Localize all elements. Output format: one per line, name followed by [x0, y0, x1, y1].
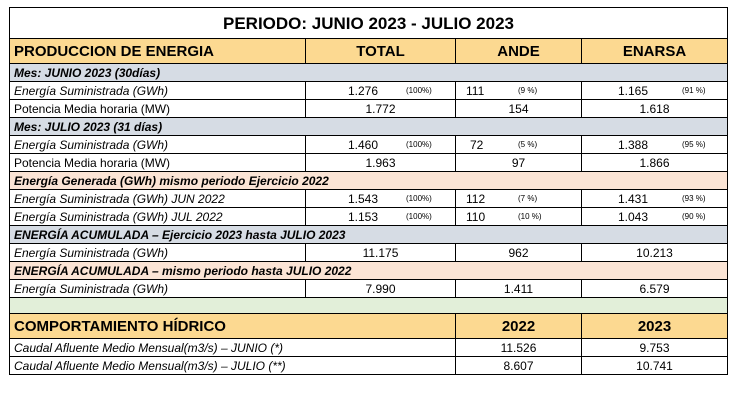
header-row: [10, 39, 728, 64]
cell-ande: [456, 190, 582, 208]
title-row: [10, 8, 728, 39]
cell-enarsa: 10.213: [582, 244, 728, 262]
value: 72: [470, 137, 484, 152]
row-label: Energía Suministrada (GWh) JUN 2022: [10, 190, 306, 208]
cell-ande: 97: [456, 154, 582, 172]
row-label: Potencia Media horaria (MW): [10, 100, 306, 118]
value: 1.460: [348, 137, 379, 152]
section-julio-2023: [10, 118, 728, 136]
section-label: Mes: JULIO 2023 (31 días): [10, 118, 728, 136]
row-label: Caudal Afluente Medio Mensual(m3/s) – JUNIO (*): [10, 339, 456, 357]
table-row: [10, 357, 728, 375]
percent: (95 %): [682, 139, 706, 149]
value: 1.043: [618, 209, 649, 224]
percent: (100%): [406, 193, 432, 203]
section-label: ENERGÍA ACUMULADA – Ejercicio 2023 hasta JULIO 2023: [10, 226, 728, 244]
table-row: [10, 244, 728, 262]
spacer-row: [10, 298, 728, 314]
header-hidrico: COMPORTAMIENTO HÍDRICO: [10, 314, 456, 339]
percent: (7 %): [518, 193, 538, 203]
percent: (100%): [406, 85, 432, 95]
header-ande: ANDE: [456, 39, 582, 64]
cell-total: 1.963: [306, 154, 456, 172]
header-produccion: PRODUCCION DE ENERGIA: [10, 39, 306, 64]
table-row: [10, 280, 728, 298]
section-label: ENERGÍA ACUMULADA – mismo periodo hasta JULIO 2022: [10, 262, 728, 280]
hidrico-header-row: [10, 314, 728, 339]
row-label: Energía Suministrada (GWh) JUL 2022: [10, 208, 306, 226]
table-row: [10, 190, 728, 208]
row-label: Energía Suministrada (GWh): [10, 244, 306, 262]
value: 1.153: [348, 209, 379, 224]
section-label: Mes: JUNIO 2023 (30días): [10, 64, 728, 82]
percent: (10 %): [518, 211, 542, 221]
percent: (90 %): [682, 211, 706, 221]
cell-total: [306, 82, 456, 100]
percent: (93 %): [682, 193, 706, 203]
row-label: Potencia Media horaria (MW): [10, 154, 306, 172]
cell-ande: [456, 82, 582, 100]
percent: (100%): [406, 211, 432, 221]
table-row: [10, 100, 728, 118]
header-enarsa: ENARSA: [582, 39, 728, 64]
percent: (5 %): [518, 139, 538, 149]
table-row: [10, 339, 728, 357]
row-label: Energía Suministrada (GWh): [10, 136, 306, 154]
cell-total: 1.772: [306, 100, 456, 118]
table-row: [10, 154, 728, 172]
cell-ande: 154: [456, 100, 582, 118]
cell-2022: 11.526: [456, 339, 582, 357]
cell-enarsa: [582, 82, 728, 100]
row-label: Caudal Afluente Medio Mensual(m3/s) – JULIO (**): [10, 357, 456, 375]
section-acumulada-2022: [10, 262, 728, 280]
cell-enarsa: [582, 190, 728, 208]
spacer-cell: [10, 298, 728, 314]
percent: (91 %): [682, 85, 706, 95]
section-junio-2023: [10, 64, 728, 82]
table-title: PERIODO: JUNIO 2023 - JULIO 2023: [10, 8, 728, 39]
cell-enarsa: [582, 208, 728, 226]
cell-total: [306, 190, 456, 208]
header-2022: 2022: [456, 314, 582, 339]
cell-total: 11.175: [306, 244, 456, 262]
cell-total: 7.990: [306, 280, 456, 298]
cell-ande: 1.411: [456, 280, 582, 298]
value: 110: [466, 209, 486, 224]
header-total: TOTAL: [306, 39, 456, 64]
table-row: [10, 82, 728, 100]
cell-enarsa: 1.866: [582, 154, 728, 172]
value: 1.165: [618, 83, 649, 98]
percent: (9 %): [518, 85, 538, 95]
cell-ande: 962: [456, 244, 582, 262]
header-2023: 2023: [582, 314, 728, 339]
cell-ande: [456, 136, 582, 154]
row-label: Energía Suministrada (GWh): [10, 280, 306, 298]
value: 111: [466, 83, 485, 98]
value: 1.543: [348, 191, 379, 206]
cell-2023: 9.753: [582, 339, 728, 357]
energy-production-table: [9, 7, 728, 375]
cell-total: [306, 136, 456, 154]
section-acumulada-2023: [10, 226, 728, 244]
cell-total: [306, 208, 456, 226]
percent: (100%): [406, 139, 432, 149]
cell-enarsa: [582, 136, 728, 154]
table-row: [10, 136, 728, 154]
section-label: Energía Generada (GWh) mismo periodo Ejercicio 2022: [10, 172, 728, 190]
value: 1.276: [348, 83, 379, 98]
cell-enarsa: 1.618: [582, 100, 728, 118]
section-generada-2022: [10, 172, 728, 190]
cell-enarsa: 6.579: [582, 280, 728, 298]
cell-ande: [456, 208, 582, 226]
cell-2022: 8.607: [456, 357, 582, 375]
row-label: Energía Suministrada (GWh): [10, 82, 306, 100]
value: 112: [466, 191, 486, 206]
cell-2023: 10.741: [582, 357, 728, 375]
table-row: [10, 208, 728, 226]
value: 1.431: [618, 191, 649, 206]
value: 1.388: [618, 137, 649, 152]
